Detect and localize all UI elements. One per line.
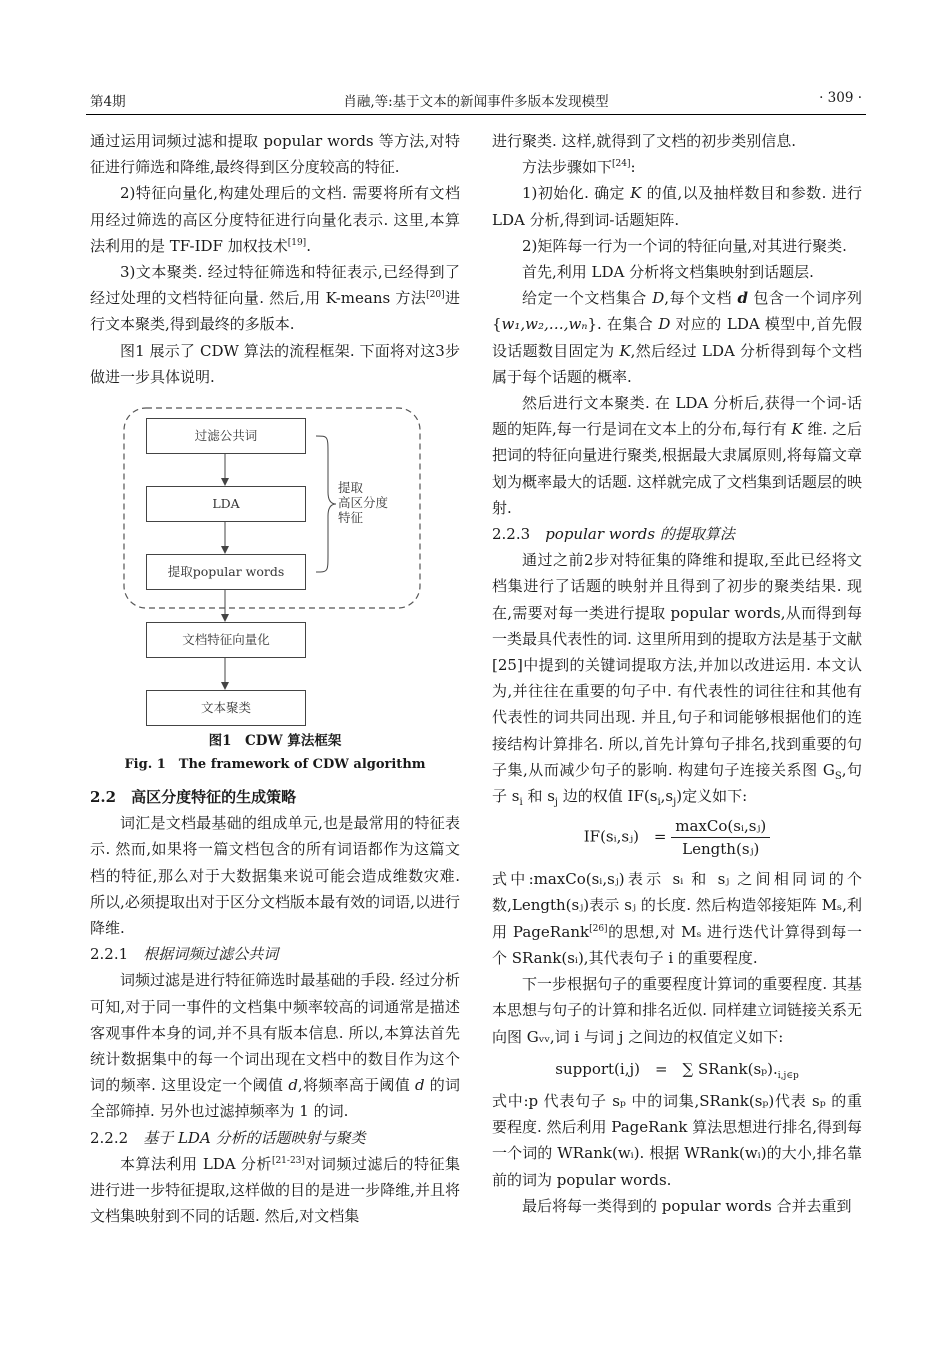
paragraph: 通过运用词频过滤和提取 popular words 等方法,对特征进行筛选和降维,最终得到区分度较高的特征.: [90, 132, 460, 177]
paragraph: 2)特征向量化,构建处理后的文档. 需要将所有文档用经过筛选的高区分度特征进行向量化表示. 这里,本算法利用的是 TF-IDF 加权技术[19].: [90, 184, 460, 255]
paragraph: 然后进行文本聚类. 在 LDA 分析后,获得一个词-话题的矩阵,每一行是词在文本上的分布,每行有 K 维. 之后把词的特征向量进行聚类,根据最大隶属原则,将每篇文章划为概率最大的话题. 这样就完成了文档集到话题层的映射.: [492, 394, 863, 517]
paragraph: 3)文本聚类. 经过特征筛选和特征表示,已经得到了经过处理的文档特征向量. 然后,用 K-means 方法[20]进行文本聚类,得到最终的多版本.: [90, 263, 460, 334]
paragraph: 首先,利用 LDA 分析将文档集映射到话题层.: [522, 263, 814, 282]
paragraph: 1)初始化. 确定 K 的值,以及抽样数目和参数. 进行 LDA 分析,得到词-话题矩阵.: [492, 184, 863, 229]
section-heading: 2.2 高区分度特征的生成策略: [90, 788, 297, 807]
paragraph: 2)矩阵每一行为一个词的特征向量,对其进行聚类.: [522, 236, 847, 255]
paragraph: 词汇是文档最基础的组成单元,也是最常用的特征表示. 然而,如果将一篇文档包含的所有词语都作为这篇文档的特征,那么对于大数据集来说可能会造成维数灾难. 所以,必须提取出对于区分文档版本最有效的词语,以进行降维.: [90, 814, 460, 938]
paragraph: 式中:maxCo(sᵢ,sⱼ)表示 sᵢ 和 sⱼ 之间相同词的个数,Length(sⱼ)表示 sⱼ 的长度. 然后构造邻接矩阵 Mₛ,利用 PageRank[26]的思想,对 Mₛ 进行迭代计算得到每一个 SRank(sᵢ),其代表句子 i 的重要程度.: [492, 870, 862, 967]
subsection-heading: 2.2.2 基于 LDA 分析的话题映射与聚类: [90, 1128, 366, 1147]
citation: [24]: [612, 159, 631, 170]
paragraph: 进行聚类. 这样,就得到了文档的初步类别信息.: [492, 132, 797, 150]
citation: [21-23]: [271, 1155, 305, 1166]
curly-brace: [316, 436, 336, 572]
citation: [19]: [287, 237, 307, 248]
running-title: 肖融,等:基于文本的新闻事件多版本发现模型: [343, 94, 609, 110]
citation: [20]: [426, 290, 445, 301]
paragraph: 通过之前2步对特征集的降维和提取,至此已经将文档集进行了话题的映射并且得到了初步的聚类结果. 现在,需要对每一类进行提取 popular words,从而得到每一类最具代表性的词. 这里所用到的提取方法是基于文献[25]中提到的关键词提取方法,并加以改进运用. 本文认为,并往往在重要的句子中. 有代表性的词往往和其他有代表性的词共同出现. 并且,句子和词能够根据他们的连接结构计算排名. 所以,首先计算句子排名,找到重要的句子集,从而减少句子的影响. 构建句子连接关系图 $G_S$,句子 $s_i$ 和 $s_j$ 边的权值 $IF(s_i,s_j)$定义如下:: [492, 551, 862, 809]
step-lda: LDA: [146, 486, 306, 522]
issue-number: 第4期: [90, 94, 126, 110]
paragraph: 下一步根据句子的重要程度计算词的重要程度. 其基本思想与句子的计算和排名近似. 同样建立词链接关系无向图 Gᵥᵥ,词 i 与词 j 之间边的权值定义如下:: [492, 975, 862, 1046]
paragraph: 图1 展示了 CDW 算法的流程框架. 下面将对这3步做进一步具体说明.: [90, 341, 460, 386]
brace-label: 提取 高区分度 特征: [338, 480, 389, 526]
page-number: · 309 ·: [819, 90, 862, 106]
right-column: [492, 128, 862, 1219]
figure-caption-cn: 图1 CDW 算法框架: [208, 733, 342, 750]
equation-if: IF(sᵢ,sⱼ) = $\frac{\text{maxCo(sᵢ,sⱼ)}}{\text{Length(sⱼ)}}$: [492, 815, 862, 860]
running-header: [86, 84, 866, 115]
figure-1: [90, 404, 460, 778]
step-text-clustering: 文本聚类: [146, 690, 306, 726]
paragraph: 本算法利用 LDA 分析[21-23]对词频过滤后的特征集进行进一步特征提取,这样做的目的是进一步降维,并且将文档集映射到不同的话题. 然后,对文档集: [90, 1154, 460, 1226]
paragraph: 词频过滤是进行特征筛选时最基础的手段. 经过分析可知,对于同一事件的文档集中频率较高的词通常是描述客观事件本身的词,并不具有版本信息. 所以,本算法首先统计数据集中的每一个词出现在文档中的数目作为这个词的频率. 这里设定一个阈值 d,将频率高于阈值 d 的词全部筛掉. 另外也过滤掉频率为 1 的词.: [90, 971, 460, 1121]
step-extract-popular-words: 提取popular words: [146, 554, 306, 590]
equation-support: support(i,j) = ∑ $SRank(s_p)._{i,j\in p}$: [555, 1059, 799, 1081]
figure-caption-en: Fig. 1 The framework of CDW algorithm: [124, 757, 426, 773]
step-filter-common-words: 过滤公共词: [146, 418, 306, 454]
paragraph: 方法步骤如下[24]:: [522, 158, 636, 177]
paragraph: 最后将每一类得到的 popular words 合并去重到: [522, 1196, 852, 1215]
paragraph: 给定一个文档集合 D,每个文档 d 包含一个词序列{w₁,w₂,…,wₙ}. 在集合 D 对应的 LDA 模型中,首先假设话题数目固定为 K,然后经过 LDA 分析得到每个文档属于每个话题的概率.: [492, 289, 862, 386]
left-column: [90, 128, 460, 1229]
subsection-heading: 2.2.3 popular words 的提取算法: [492, 525, 735, 544]
citation: [26]: [589, 923, 608, 934]
step-vectorize: 文档特征向量化: [146, 622, 306, 658]
paragraph: 式中:p 代表句子 sₚ 中的词集,SRank(sₚ)代表 sₚ 的重要程度. 然后利用 PageRank 算法思想进行排名,得到每一个词的 WRank(wᵢ). 根据 WRank(wᵢ)的大小,排名靠前的词为 popular words.: [492, 1091, 863, 1189]
subsection-heading: 2.2.1 根据词频过滤公共词: [90, 945, 279, 964]
